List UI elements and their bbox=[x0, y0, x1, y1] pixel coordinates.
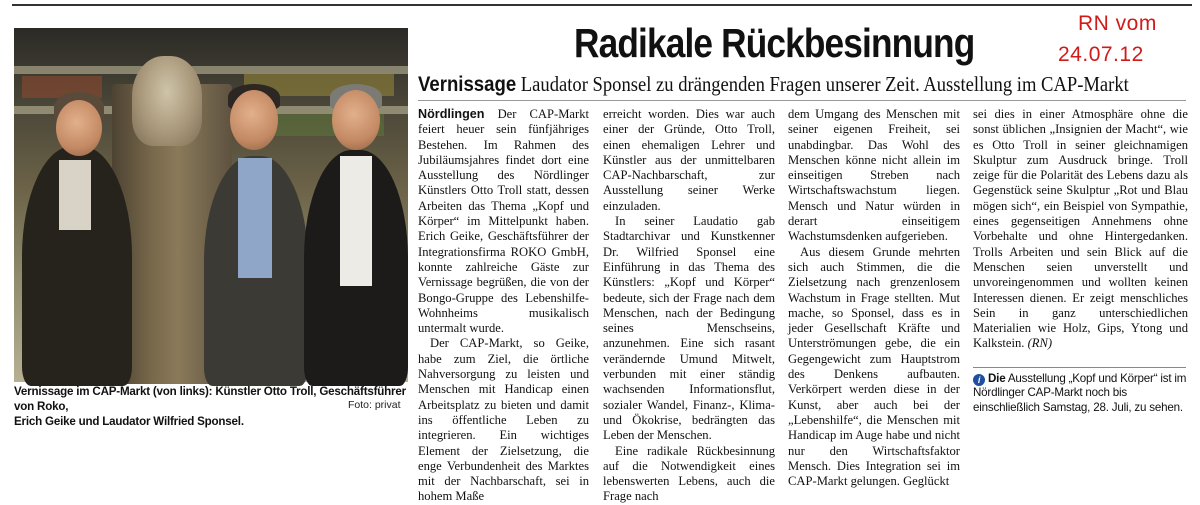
info-box-rule bbox=[973, 367, 1186, 368]
article-paragraph: erreicht worden. Dies war auch einer der Gründe, Otto Troll, einen ehemaligen Lehrer und Künstler aus der unmittelbaren CAP-Nachbarschaft, zur Ausstellung seiner Werke einzuladen. bbox=[603, 107, 775, 213]
article-paragraph: In seiner Laudatio gab Stadtarchivar und Kunstkenner Dr. Wilfried Sponsel eine Einführung in das Thema des Künstlers: „Kopf und Körper“ bedeute, sich der Frage nach dem Menschen, nach der Bedingung seines Menschseins, anzunehmen. Eine sich rasant verändernde Umund Mitwelt, verbunden mit einer ständig wachsenden Informationsflut, sozialer Wandel, Finanz-, Klima- und Ökokrise, bedrängten das Leben der Menschen. bbox=[603, 214, 775, 443]
subhead-rule bbox=[418, 100, 1186, 101]
photo-credit: Foto: privat bbox=[348, 399, 401, 411]
face bbox=[332, 90, 380, 150]
handwritten-source-note: RN vom bbox=[1078, 12, 1157, 35]
caption-line-2: Erich Geike und Laudator Wilfried Sponsel. bbox=[14, 415, 244, 428]
paragraph-text: Der CAP-Markt feiert heuer sein fünfjähriges Bestehen. Im Rahmen des Jubiläumsjahres findet dort eine Ausstellung des Nördlinger Künstlers Otto Troll statt, dessen Arbeiten das Thema „Kopf und Körper“ im Mittelpunkt haben. Erich Geike, Geschäftsführer der Integrationsfirma ROKO GmbH, konnte zahlreiche Gäste zur Vernissage begrüßen, die von der Bongo-Gruppe des Lebenshilfe-Wohnheims musikalisch untermalt wurde. bbox=[418, 107, 589, 336]
sculpture-head bbox=[132, 56, 202, 146]
dateline: Nördlingen bbox=[418, 107, 485, 121]
shirt bbox=[59, 160, 91, 230]
article-paragraph: Der CAP-Markt, so Geike, habe zum Ziel, die örtliche Nahversorgung zu leisten und Menschen mit Handicap einen Arbeitsplatz zu bieten und damit ins öffentliche Leben zu integrieren. Ein wichtiges Element der Zielsetzung, die enge Verbundenheit des Marktes mit der Nachbarschaft, sei in hohem Maße bbox=[418, 336, 589, 504]
article-paragraph: Eine radikale Rückbesinnung auf die Notwendigkeit eines lebenswerten Lebens, auch die Frage nach bbox=[603, 443, 775, 504]
article-paragraph: dem Umgang des Menschen mit seiner eigenen Freiheit, sei unabdingbar. Das Wohl des Menschen könne nicht allein im einseitigen Streben nach Wirtschaftswachstum liegen. Mensch und Natur würden in derart einseitigem Wachstumsdenken aufgerieben. bbox=[788, 107, 960, 244]
article-paragraph bbox=[973, 107, 1188, 352]
article-column-3 bbox=[788, 107, 960, 489]
article-paragraph: Aus diesem Grunde mehrten sich auch Stimmen, die die Zielsetzung nach grenzenlosem Wachstum in Frage stellten. Mut mache, so Sponsel, dass es in jeder Gesellschaft Kräfte und Unterströmungen gebe, die ein Gegengewicht zum Hauptstrom des Denkens aufbauten. Verkörpert werden diese in der Kunst, aber auch bei der „Lebenshilfe“, die Menschen mit Handicap im Auge habe und nicht nur den Wirtschaftsfaktor Mensch. Dies Integration sei im CAP-Markt gelungen. Geglückt bbox=[788, 244, 960, 489]
subhead-kicker: Vernissage bbox=[418, 73, 517, 96]
article-column-2 bbox=[603, 107, 775, 505]
headline: Radikale Rückbesinnung bbox=[574, 20, 975, 66]
author-signature: (RN) bbox=[1027, 336, 1053, 351]
shirt bbox=[340, 156, 372, 286]
caption-line-1: Vernissage im CAP-Markt (von links): Künstler Otto Troll, Geschäftsführer von Roko, bbox=[14, 385, 406, 413]
article-column-4 bbox=[973, 107, 1188, 352]
shirt bbox=[238, 158, 272, 278]
info-icon: i bbox=[973, 374, 985, 386]
article-paragraph bbox=[418, 107, 589, 336]
subheadline bbox=[418, 72, 1129, 97]
subhead-text: Laudator Sponsel zu drängenden Fragen unserer Zeit. Ausstellung im CAP-Markt bbox=[520, 72, 1129, 96]
face bbox=[56, 100, 102, 156]
paragraph-text: sei dies in einer Atmosphäre ohne die sonst üblichen „Insignien der Macht“, wie es Otto Troll in seiner gleichnamigen Skulptur zum Ausdruck bringe. Troll zeige für die Polarität des Lebens dazu als Gegenstück seine Skulptur „Rot und Blau mögen sich“, ein Beispiel von Sympathie, eines gegenseitigen Annehmens ohne Vorbehalte und ohne Hintergedanken. Trolls Arbeiten und sein Blick auf die Menschen seien unverstellt und unvoreingenommen und wollten keinen Interessen dienen. Er zeigt menschliches Sein in ganz unterschiedlichen Materialien wie Holz, Gips, Ytong und Kalkstein. bbox=[973, 107, 1188, 351]
info-lead: Die bbox=[988, 372, 1006, 385]
info-box bbox=[973, 372, 1188, 415]
article-photo bbox=[14, 28, 408, 382]
face bbox=[230, 90, 278, 150]
top-rule bbox=[12, 4, 1192, 6]
handwritten-date-note: 24.07.12 bbox=[1058, 43, 1144, 66]
info-text: Ausstellung „Kopf und Körper“ ist im Nördlinger CAP-Markt noch bis einschließlich Samstag, 28. Juli, zu sehen. bbox=[973, 372, 1187, 414]
article-column-1 bbox=[418, 107, 589, 505]
store-shelf bbox=[14, 66, 408, 74]
